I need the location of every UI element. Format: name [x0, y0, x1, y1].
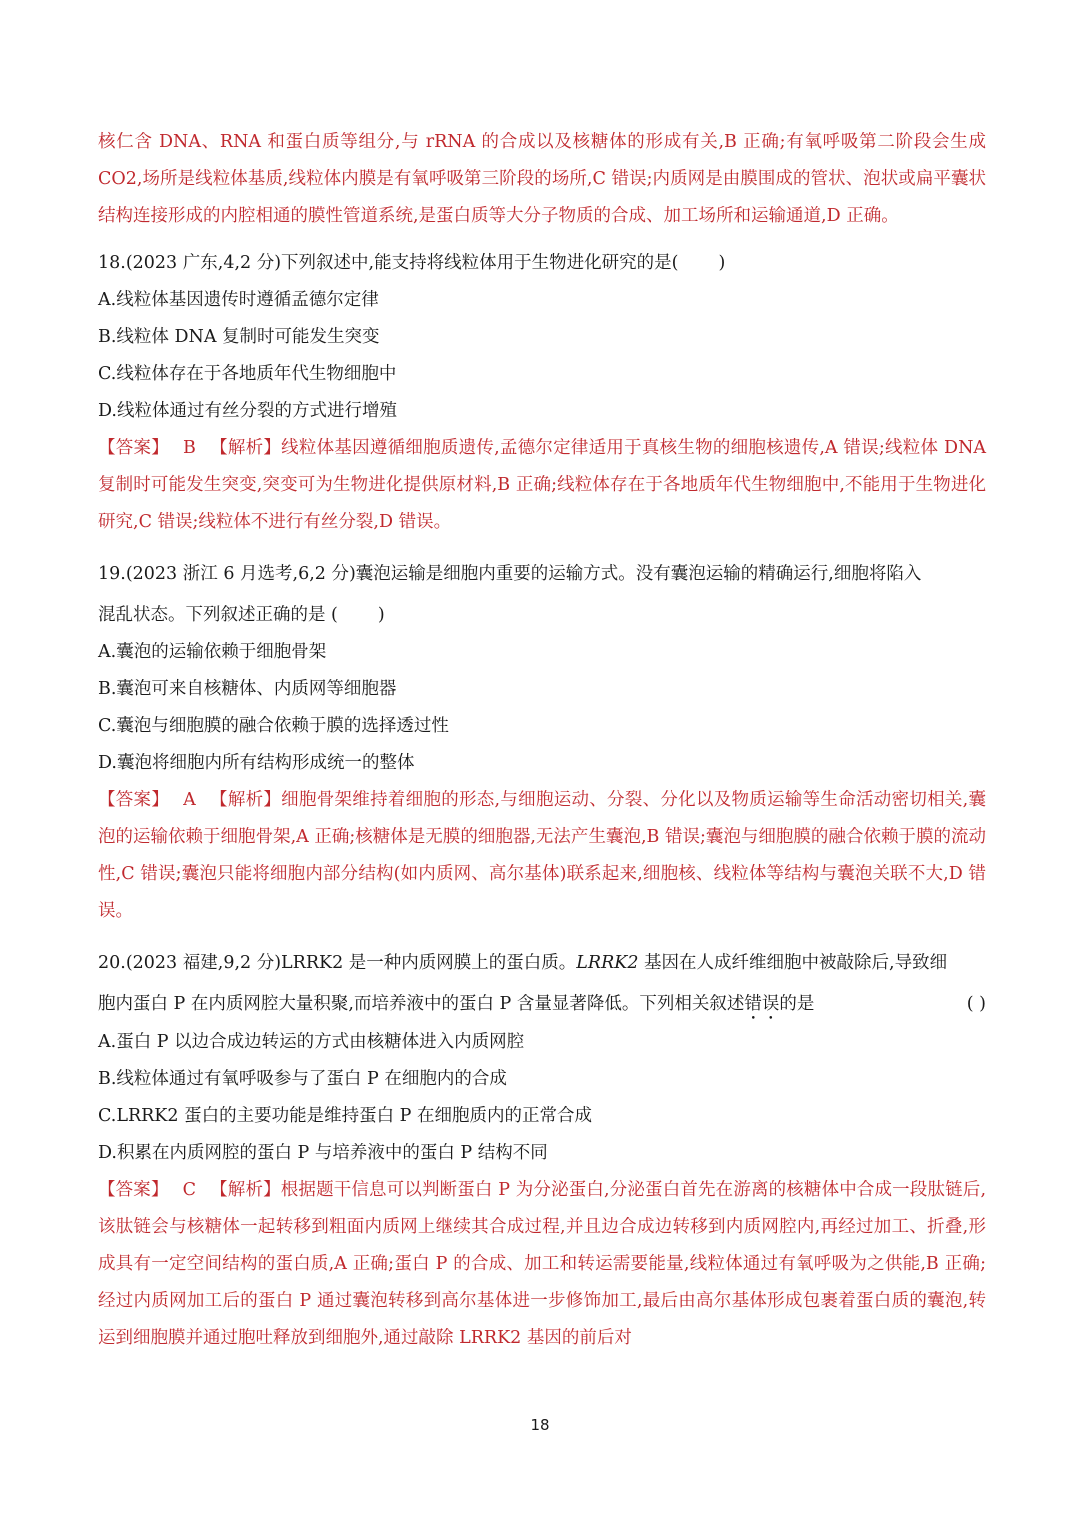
- question-19-option-c: C.囊泡与细胞膜的融合依赖于膜的选择透过性: [98, 716, 449, 736]
- answer-letter: C: [182, 1180, 196, 1200]
- question-20-option-d: D.积累在内质网腔的蛋白 P 与培养液中的蛋白 P 结构不同: [98, 1143, 548, 1163]
- question-18-answer: [98, 430, 986, 541]
- answer-tag: 【答案】: [98, 1180, 169, 1200]
- page-number: 18: [530, 1416, 550, 1434]
- question-18-option-d: D.线粒体通过有丝分裂的方式进行增殖: [98, 401, 397, 421]
- question-20-option-b: B.线粒体通过有氧呼吸参与了蛋白 P 在细胞内的合成: [98, 1069, 507, 1089]
- question-18: [98, 245, 986, 541]
- question-19-stem-line2: [98, 597, 986, 634]
- document-page: [98, 124, 986, 1367]
- question-20: [98, 940, 986, 1357]
- question-20-answer: [98, 1172, 986, 1357]
- question-20-stem-line1: [98, 940, 986, 986]
- question-20-stem-line2: [98, 986, 986, 1024]
- question-20-stem-a: 20.(2023 福建,9,2 分)LRRK2 是一种内质网膜上的蛋白质。: [98, 953, 577, 973]
- analysis-tag: 【解析】: [210, 1180, 281, 1200]
- question-18-stem: [98, 245, 986, 282]
- question-20-stem-b: 基因在人成纤维细胞中被敲除后,导致细: [638, 953, 948, 973]
- question-20-option-c: C.LRRK2 蛋白的主要功能是维持蛋白 P 在细胞质内的正常合成: [98, 1106, 592, 1126]
- question-18-stem-end: ): [718, 253, 726, 273]
- analysis-tag: 【解析】: [209, 790, 282, 810]
- analysis-text: 线粒体基因遵循细胞质遗传,孟德尔定律适用于真核生物的细胞核遗传,A 错误;线粒体 DNA 复制时可能发生突变,突变可为生物进化提供原材料,B 正确;线粒体存在于各地质年代生物细胞中,不能用于生物进化研究,C 错误;线粒体不进行有丝分裂,D 错误。: [98, 438, 987, 532]
- question-19-option-b: B.囊泡可来自核糖体、内质网等细胞器: [98, 679, 397, 699]
- question-18-stem-text: 18.(2023 广东,4,2 分)下列叙述中,能支持将线粒体用于生物进化研究的是(: [98, 253, 679, 273]
- question-19-stem-line2-text: 混乱状态。下列叙述正确的是 (: [98, 605, 338, 625]
- analysis-tag: 【解析】: [209, 438, 282, 458]
- question-20-stem-line2-b: 的是: [779, 994, 815, 1014]
- question-18-option-c: C.线粒体存在于各地质年代生物细胞中: [98, 364, 397, 384]
- answer-letter: A: [183, 790, 196, 810]
- question-20-stem-line2-a: 胞内蛋白 P 在内质网腔大量积聚,而培养液中的蛋白 P 含量显著降低。下列相关叙述: [98, 994, 745, 1014]
- question-19-stem-end: ): [377, 605, 385, 625]
- question-18-option-b: B.线粒体 DNA 复制时可能发生突变: [98, 327, 380, 347]
- question-19-option-d: D.囊泡将细胞内所有结构形成统一的整体: [98, 753, 415, 773]
- question-19-stem-line1: 19.(2023 浙江 6 月选考,6,2 分)囊泡运输是细胞内重要的运输方式。没有囊泡运输的精确运行,细胞将陷入: [98, 564, 922, 584]
- question-19: [98, 551, 986, 930]
- question-19-answer: [98, 782, 986, 930]
- question-20-emphasis: 错误: [744, 994, 780, 1014]
- answer-tag: 【答案】: [98, 438, 169, 458]
- question-20-gene-name: LRRK2: [576, 953, 639, 973]
- question-19-option-a: A.囊泡的运输依赖于细胞骨架: [98, 642, 327, 662]
- question-20-paren: ( ): [966, 994, 986, 1014]
- analysis-text: 细胞骨架维持着细胞的形态,与细胞运动、分裂、分化以及物质运输等生命活动密切相关,囊泡的运输依赖于细胞骨架,A 正确;核糖体是无膜的细胞器,无法产生囊泡,B 错误;囊泡与细胞膜的融合依赖于膜的流动性,C 错误;囊泡只能将细胞内部分结构(如内质网、高尔基体)联系起来,细胞核、线粒体等结构与囊泡关联不大,D 错误。: [98, 790, 987, 921]
- question-20-option-a: A.蛋白 P 以边合成边转运的方式由核糖体进入内质网腔: [98, 1032, 525, 1052]
- answer-letter: B: [183, 438, 196, 458]
- question-18-option-a: A.线粒体基因遗传时遵循孟德尔定律: [98, 290, 379, 310]
- answer-tag: 【答案】: [98, 790, 170, 810]
- previous-analysis-continuation: 核仁含 DNA、RNA 和蛋白质等组分,与 rRNA 的合成以及核糖体的形成有关,B 正确;有氧呼吸第二阶段会生成 CO2,场所是线粒体基质,线粒体内膜是有氧呼吸第三阶段的场所,C 错误;内质网是由膜围成的管状、泡状或扁平囊状结构连接形成的内腔相通的膜性管道系统,是蛋白质等大分子物质的合成、加工场所和运输通道,D 正确。: [98, 132, 986, 226]
- analysis-text: 根据题干信息可以判断蛋白 P 为分泌蛋白,分泌蛋白首先在游离的核糖体中合成一段肽链后,该肽链会与核糖体一起转移到粗面内质网上继续其合成过程,并且边合成边转移到内质网腔内,再经过加工、折叠,形成具有一定空间结构的蛋白质,A 正确;蛋白 P 的合成、加工和转运需要能量,线粒体通过有氧呼吸为之供能,B 正确;经过内质网加工后的蛋白 P 通过囊泡转移到高尔基体进一步修饰加工,最后由高尔基体形成包裹着蛋白质的囊泡,转运到细胞膜并通过胞吐释放到细胞外,通过敲除 LRRK2 基因的前后对: [98, 1180, 987, 1348]
